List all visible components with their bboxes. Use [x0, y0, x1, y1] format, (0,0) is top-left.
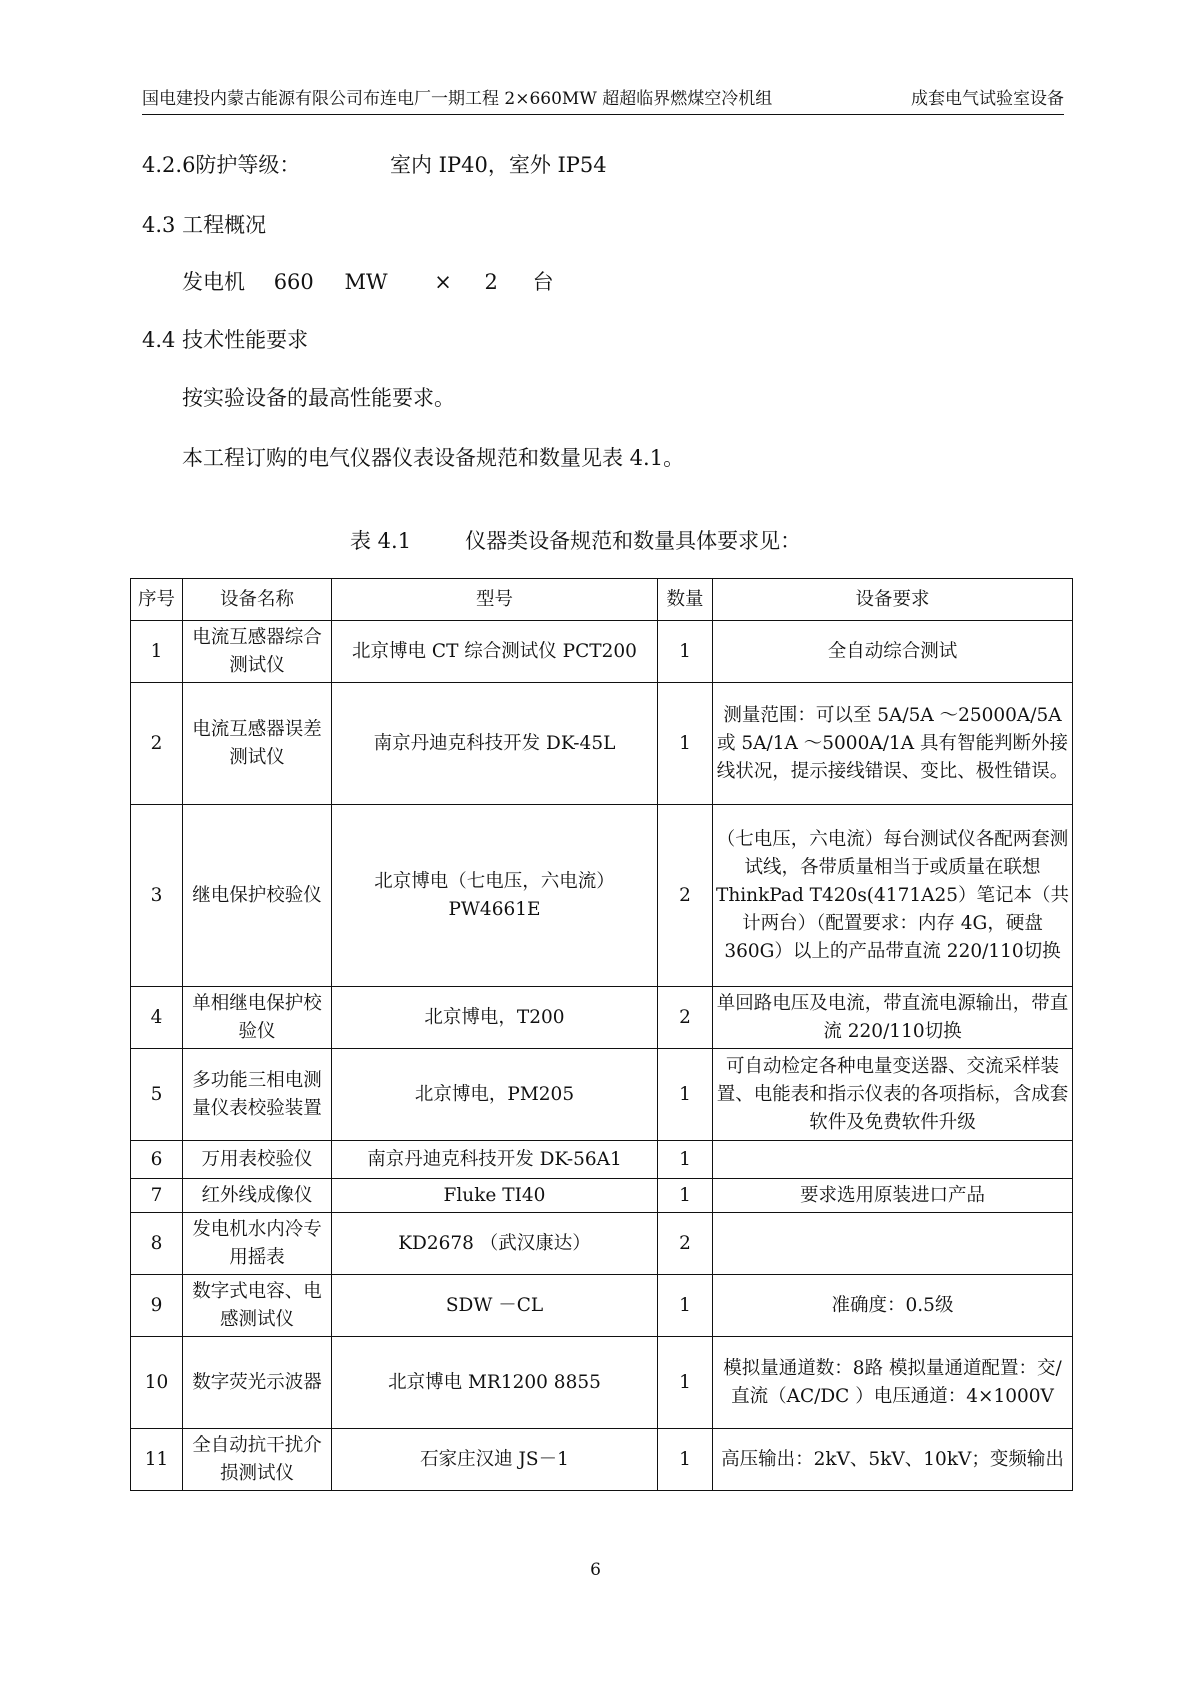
section-4-3-heading: 4.3 工程概况: [142, 213, 267, 237]
cell-qty: 1: [658, 1429, 713, 1491]
cell-name: 多功能三相电测量仪表校验装置: [183, 1049, 332, 1141]
generator-label: 发电机: [182, 270, 245, 294]
cell-model: 北京博电 MR1200 8855: [332, 1337, 658, 1429]
cell-name: 数字荧光示波器: [183, 1337, 332, 1429]
header-cell-model: 型号: [332, 579, 658, 621]
cell-model: 北京博电（七电压，六电流）PW4661E: [332, 805, 658, 987]
generator-power: 660: [273, 270, 314, 294]
cell-no: 3: [131, 805, 183, 987]
header-project-title: 国电建投内蒙古能源有限公司布连电厂一期工程 2×660MW 超超临界燃煤空冷机组: [142, 89, 773, 109]
cell-qty: 1: [658, 1337, 713, 1429]
cell-qty: 1: [658, 1049, 713, 1141]
cell-no: 1: [131, 621, 183, 683]
cell-name: 全自动抗干扰介损测试仪: [183, 1429, 332, 1491]
cell-model: 北京博电，PM205: [332, 1049, 658, 1141]
cell-requirements: 全自动综合测试: [713, 621, 1073, 683]
table-row: [131, 1337, 1073, 1429]
generator-count: 2: [484, 270, 498, 294]
cell-qty: 1: [658, 1179, 713, 1213]
header-cell-name: 设备名称: [183, 579, 332, 621]
section-4-4-heading: 4.4 技术性能要求: [142, 328, 309, 352]
table-caption: [350, 526, 801, 556]
cell-requirements: [713, 1141, 1073, 1179]
table-row: [131, 1049, 1073, 1141]
cell-no: 9: [131, 1275, 183, 1337]
cell-name: 红外线成像仪: [183, 1179, 332, 1213]
header-cell-requirements: 设备要求: [713, 579, 1073, 621]
cell-name: 数字式电容、电感测试仪: [183, 1275, 332, 1337]
cell-model: 南京丹迪克科技开发 DK-56A1: [332, 1141, 658, 1179]
header-document-title: 成套电气试验室设备: [911, 89, 1064, 109]
generator-line: [182, 267, 554, 297]
table-row: [131, 1141, 1073, 1179]
table-header-row: [131, 579, 1073, 621]
cell-name: 单相继电保护校验仪: [183, 987, 332, 1049]
protection-value: 室内 IP40，室外 IP54: [390, 153, 607, 177]
table-row: [131, 1213, 1073, 1275]
cell-requirements: 可自动检定各种电量变送器、交流采样装置、电能表和指示仪表的各项指标，含成套软件及免费软件升级: [713, 1049, 1073, 1141]
table-row: [131, 805, 1073, 987]
cell-name: 发电机水内冷专用摇表: [183, 1213, 332, 1275]
cell-no: 5: [131, 1049, 183, 1141]
cell-no: 8: [131, 1213, 183, 1275]
cell-qty: 2: [658, 805, 713, 987]
cell-no: 10: [131, 1337, 183, 1429]
cell-requirements: 测量范围：可以至 5A/5A ～25000A/5A 或 5A/1A ～5000A/1A 具有智能判断外接线状况，提示接线错误、变比、极性错误。: [713, 683, 1073, 805]
cell-name: 继电保护校验仪: [183, 805, 332, 987]
cell-requirements: 准确度：0.5级: [713, 1275, 1073, 1337]
table-row: [131, 987, 1073, 1049]
cell-qty: 2: [658, 987, 713, 1049]
protection-label: 4.2.6防护等级：: [142, 153, 301, 177]
cell-no: 11: [131, 1429, 183, 1491]
cell-name: 电流互感器误差测试仪: [183, 683, 332, 805]
table-row: [131, 1429, 1073, 1491]
cell-qty: 1: [658, 1275, 713, 1337]
page-number: 6: [590, 1560, 601, 1580]
cell-requirements: 单回路电压及电流，带直流电源输出，带直流 220/110切换: [713, 987, 1073, 1049]
cell-requirements: 要求选用原装进口产品: [713, 1179, 1073, 1213]
cell-model: SDW －CL: [332, 1275, 658, 1337]
table-row: [131, 621, 1073, 683]
table-row: [131, 1275, 1073, 1337]
cell-no: 6: [131, 1141, 183, 1179]
page-header: [142, 84, 1064, 115]
cell-qty: 1: [658, 683, 713, 805]
cell-no: 2: [131, 683, 183, 805]
header-cell-no: 序号: [131, 579, 183, 621]
table-row: [131, 683, 1073, 805]
cell-qty: 2: [658, 1213, 713, 1275]
table-caption-title: 仪器类设备规范和数量具体要求见：: [465, 529, 802, 553]
cell-model: 南京丹迪克科技开发 DK-45L: [332, 683, 658, 805]
cell-model: 北京博电，T200: [332, 987, 658, 1049]
requirement-text: 按实验设备的最高性能要求。: [182, 386, 455, 410]
equipment-spec-table: [130, 578, 1073, 1491]
cell-requirements: [713, 1213, 1073, 1275]
cell-model: 北京博电 CT 综合测试仪 PCT200: [332, 621, 658, 683]
cell-no: 7: [131, 1179, 183, 1213]
cell-name: 电流互感器综合测试仪: [183, 621, 332, 683]
generator-unit: MW: [344, 270, 388, 294]
spec-reference-text: 本工程订购的电气仪器仪表设备规范和数量见表 4.1。: [182, 446, 685, 470]
generator-times: ×: [434, 270, 452, 294]
cell-requirements: 模拟量通道数：8路 模拟量通道配置：交/直流（AC/DC ）电压通道：4×1000V: [713, 1337, 1073, 1429]
cell-name: 万用表校验仪: [183, 1141, 332, 1179]
header-cell-qty: 数量: [658, 579, 713, 621]
cell-qty: 1: [658, 621, 713, 683]
table-row: [131, 1179, 1073, 1213]
cell-model: KD2678 （武汉康达）: [332, 1213, 658, 1275]
cell-model: 石家庄汉迪 JS－1: [332, 1429, 658, 1491]
table-caption-number: 表 4.1: [350, 529, 412, 553]
cell-requirements: （七电压，六电流）每台测试仪各配两套测试线，各带质量相当于或质量在联想 ThinkPad T420s(4171A25）笔记本（共计两台）（配置要求：内存 4G，硬盘 360G）以上的产品带直流 220/110切换: [713, 805, 1073, 987]
cell-qty: 1: [658, 1141, 713, 1179]
cell-requirements: 高压输出：2kV、5kV、10kV；变频输出: [713, 1429, 1073, 1491]
cell-model: Fluke TI40: [332, 1179, 658, 1213]
generator-measure: 台: [532, 270, 554, 294]
cell-no: 4: [131, 987, 183, 1049]
